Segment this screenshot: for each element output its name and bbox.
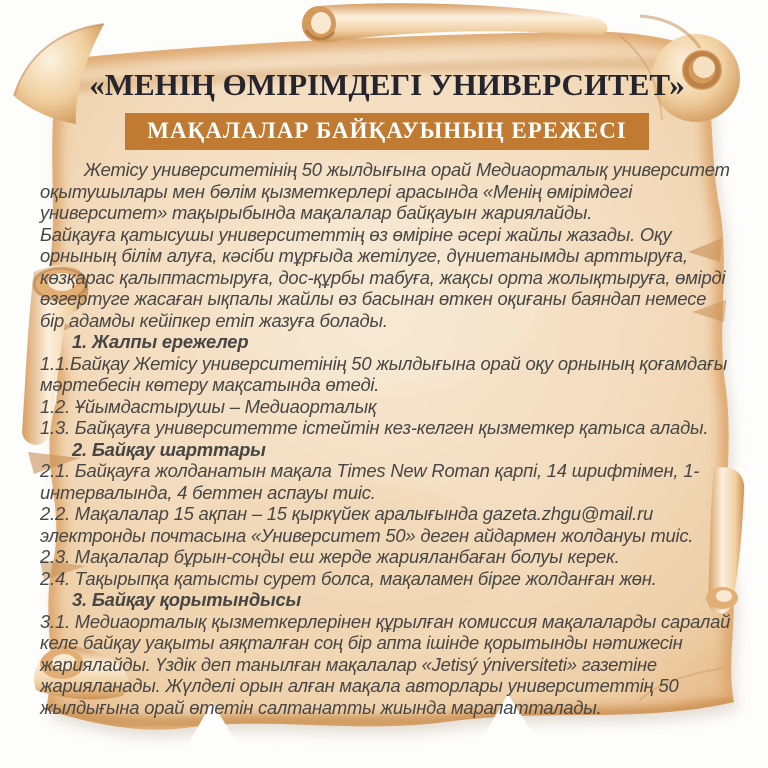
paragraph: 2.3. Мақалалар бұрын-соңды еш жерде жарияланбаған болуы керек.	[40, 546, 620, 567]
section-heading: 1. Жалпы ережелер	[72, 331, 249, 352]
poster-title: «МЕНІҢ ӨМІРІМДЕГІ УНИВЕРСИТЕТ»	[89, 67, 685, 102]
paragraph: 2.1. Байқауға жолданатын мақала Times New Roman қарпі, 14 шрифтімен, 1-интервалында, 4 беттен аспауы тиіс.	[40, 460, 700, 503]
subtitle-row	[40, 113, 734, 150]
section-heading: 3. Байқау қорытындысы	[72, 589, 302, 610]
paragraph: Жетісу университетінің 50 жылдығына орай Медиаорталық университет оқытушылары мен бөлім қызметкерлері арасында «Менің өмірімдегі университет» тақырыбында мақалалар байқауын жариялайды.	[40, 159, 730, 223]
paragraph: 2.2. Мақалалар 15 ақпан – 15 қыркүйек аралығында gazeta.zhgu@mail.ru электронды почтасына «Университет 50» деген айдармен жолдануы тиіс.	[40, 503, 694, 546]
paragraph: 1.1.Байқау Жетісу университетінің 50 жылдығына орай оқу орнының қоғамдағы мәртебесін көтеру мақсатында өтеді.	[40, 352, 728, 395]
paragraph: 3.1. Медиаорталық қызметкерлерінен құрылған комиссия мақалаларды саралай келе байқау уақыты аяқталған соң бір апта ішінде қорытынды нәтижесін жариялайды. Үздік деп танылған мақалалар «Jetisý ýniversiteti» газетіне жарияланады. Жүлделі орын алған мақала авторлары университеттің 50 жылдығына орай өтетін салтанатты жиында марапатталады.	[40, 610, 731, 718]
announcement	[40, 66, 734, 718]
paragraph: 1.3. Байқауға университетте істейтін кез-келген қызметкер қатыса алады.	[40, 417, 709, 438]
paragraph: 1.2. Ұйымдастырушы – Медиаорталық	[40, 395, 377, 417]
paragraph: Байқауға қатысушы университеттің өз өміріне әсері жайлы жазады. Оқу орнының білім алуға, кәсіби тұрғыда жетілуге, дүниетанымды арттыруға, көзқарас қалыптастыруға, дос-құрбы табуға, жақсы орта жолықтыруға, өмірді өзгертуге жасаған ықпалы жайлы өз басынан өткен оқиғаны баяндап немесе бір адамды кейіпкер етіп жазуға болады.	[40, 223, 726, 331]
poster-subtitle-banner: МАҚАЛАЛАР БАЙҚАУЫНЫҢ ЕРЕЖЕСІ	[125, 113, 649, 150]
section-heading: 2. Байқау шарттары	[72, 438, 266, 460]
paragraph: 2.4. Тақырыпқа қатысты сурет болса, мақаламен бірге жолданған жөн.	[40, 567, 657, 589]
article-body	[40, 159, 734, 718]
